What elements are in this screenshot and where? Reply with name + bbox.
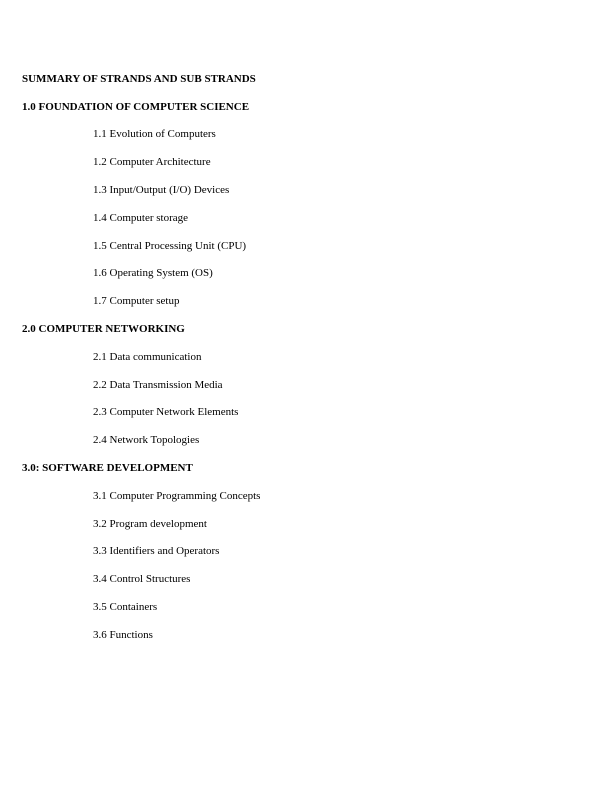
sub-strand-2-2: 2.2 Data Transmission Media — [93, 379, 223, 391]
sub-strand-1-5: 1.5 Central Processing Unit (CPU) — [93, 240, 247, 252]
sub-strand-3-3: 3.3 Identifiers and Operators — [93, 545, 220, 557]
sub-strand-1-1: 1.1 Evolution of Computers — [93, 128, 216, 140]
document-title: SUMMARY OF STRANDS AND SUB STRANDS — [22, 73, 256, 85]
sub-strand-1-7: 1.7 Computer setup — [93, 295, 180, 307]
strand-heading-2: 2.0 COMPUTER NETWORKING — [22, 323, 185, 335]
sub-strand-1-4: 1.4 Computer storage — [93, 212, 189, 224]
sub-strand-2-1: 2.1 Data communication — [93, 351, 202, 363]
sub-strand-3-4: 3.4 Control Structures — [93, 573, 191, 585]
sub-strand-3-1: 3.1 Computer Programming Concepts — [93, 490, 261, 502]
sub-strand-1-2: 1.2 Computer Architecture — [93, 156, 211, 168]
strand-heading-3: 3.0: SOFTWARE DEVELOPMENT — [22, 462, 193, 474]
sub-strand-1-3: 1.3 Input/Output (I/O) Devices — [93, 184, 230, 196]
sub-strand-1-6: 1.6 Operating System (OS) — [93, 267, 213, 279]
sub-strand-2-4: 2.4 Network Topologies — [93, 434, 200, 446]
sub-strand-3-6: 3.6 Functions — [93, 629, 153, 641]
strand-heading-1: 1.0 FOUNDATION OF COMPUTER SCIENCE — [22, 101, 250, 113]
sub-strand-3-2: 3.2 Program development — [93, 518, 207, 530]
sub-strand-2-3: 2.3 Computer Network Elements — [93, 406, 239, 418]
sub-strand-3-5: 3.5 Containers — [93, 601, 158, 613]
